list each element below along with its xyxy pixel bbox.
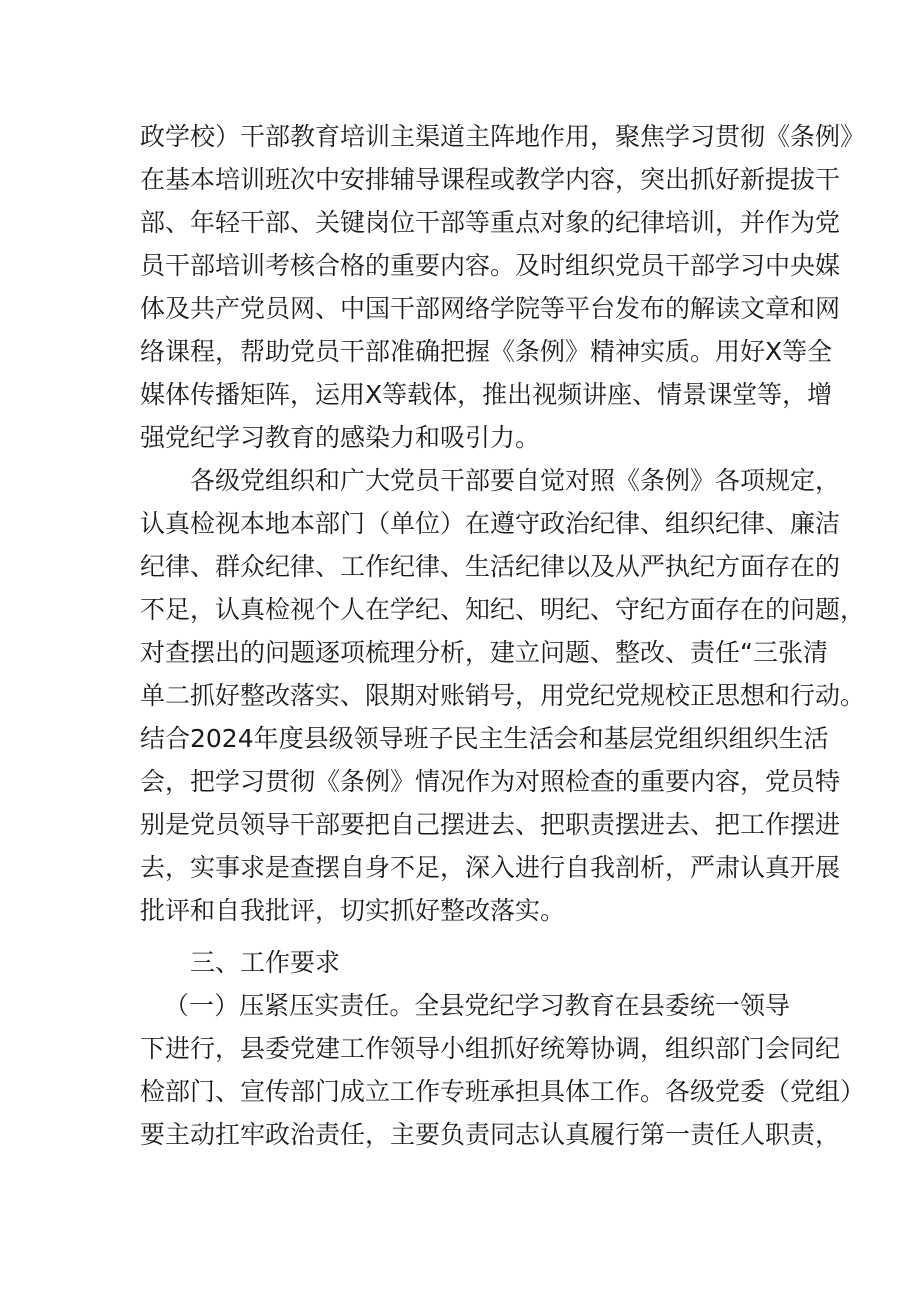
text-line: 检部门、宣传部门成立工作专班承担具体工作。各级党委（党组） (140, 1077, 866, 1106)
text-line: 部、年轻干部、关键岗位干部等重点对象的纪律培训，并作为党 (140, 208, 841, 237)
text-line: 要主动扛牢政治责任，主要负责同志认真履行第一责任人职责， (140, 1120, 841, 1149)
text-line: 体及共产党员网、中国干部网络学院等平台发布的解读文章和网 (140, 294, 841, 323)
text-line: 媒体传播矩阵，运用X等载体，推出视频讲座、情景课堂等，增 (140, 380, 833, 409)
text-line: 各级党组织和广大党员干部要自觉对照《条例》各项规定， (190, 466, 841, 495)
text-line: 会，把学习贯彻《条例》情况作为对照检查的重要内容，党员特 (140, 767, 841, 796)
text-line: 批评和自我批评，切实抓好整改落实。 (140, 896, 566, 925)
text-line: 不足，认真检视个人在学纪、知纪、明纪、守纪方面存在的问题， (140, 595, 866, 624)
text-line: 下进行，县委党建工作领导小组抓好统筹协调，组织部门会同纪 (140, 1034, 841, 1063)
text-line: 别是党员领导干部要把自己摆进去、把职责摆进去、把工作摆进 (140, 810, 841, 839)
text-line: 员干部培训考核合格的重要内容。及时组织党员干部学习中央媒 (140, 251, 841, 280)
text-line: 单二抓好整改落实、限期对账销号，用党纪党规校正思想和行动。 (140, 681, 866, 710)
section-heading: 三、工作要求 (190, 948, 341, 977)
text-line: 政学校）干部教育培训主渠道主阵地作用，聚焦学习贯彻《条例》 (140, 122, 866, 151)
text-line: 认真检视本地本部门（单位）在遵守政治纪律、组织纪律、廉洁 (140, 509, 841, 538)
text-line: 在基本培训班次中安排辅导课程或教学内容，突出抓好新提拔干 (140, 165, 841, 194)
text-line: （一）压紧压实责任。全县党纪学习教育在县委统一领导 (164, 991, 790, 1020)
text-line: 去，实事求是查摆自身不足，深入进行自我剖析，严肃认真开展 (140, 853, 841, 882)
text-line: 纪律、群众纪律、工作纪律、生活纪律以及从严执纪方面存在的 (140, 552, 841, 581)
text-line: 络课程，帮助党员干部准确把握《条例》精神实质。用好X等全 (140, 337, 833, 366)
text-line: 结合2024年度县级领导班子民主生活会和基层党组织组织生活 (140, 724, 829, 753)
text-line: 强党纪学习教育的感染力和吸引力。 (140, 423, 541, 452)
text-line: 对查摆出的问题逐项梳理分析，建立问题、整改、责任“三张清 (140, 638, 828, 667)
